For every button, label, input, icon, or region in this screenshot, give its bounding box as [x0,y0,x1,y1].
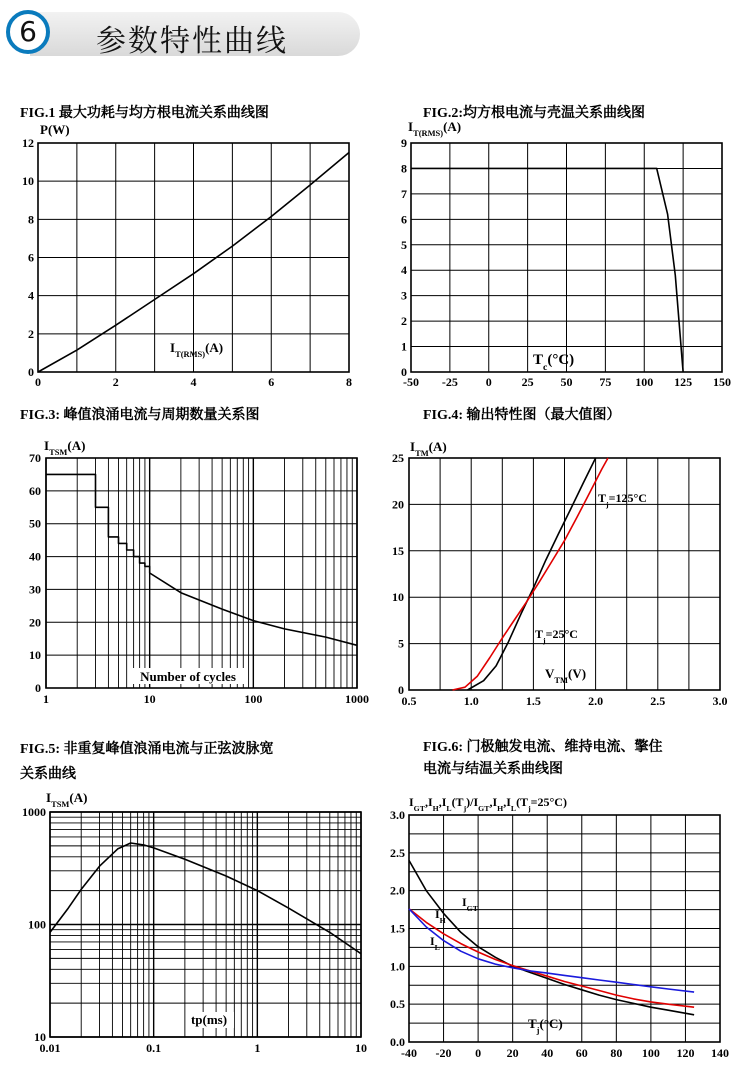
fig2-ytick-8: 8 [401,161,407,176]
fig5-series-0-line [50,843,361,954]
fig3-xlabel: Number of cycles [140,669,236,684]
fig2-xtick-7: 125 [674,375,693,389]
fig6-xtick-8: 120 [676,1046,695,1060]
fig6-ytick-4: 2.0 [390,883,405,898]
fig3-ytick-0: 0 [35,681,41,695]
fig6-xtick-1: -20 [435,1046,452,1060]
fig4-ytick-5: 25 [392,451,404,465]
fig3-series-0-line [46,474,357,645]
fig2-xtick-5: 75 [599,375,612,389]
fig1-xtick-2: 4 [190,375,197,389]
fig3-xtick-3: 1000 [345,692,369,706]
fig4-ytick-4: 20 [392,497,404,512]
fig6-ytick-3: 1.5 [390,921,405,936]
fig4-xtick-2: 1.5 [525,694,541,708]
fig5-ylabel: $I_{TSM}(A)$ [46,790,88,809]
fig1-ytick-5: 10 [22,174,34,189]
fig2-ytick-6: 6 [401,212,407,227]
fig4-annot-25: $T_j=25^\circ C$ [535,627,578,645]
fig3-ytick-1: 10 [29,648,41,663]
fig6-ytick-5: 2.5 [390,845,405,860]
fig2-ytick-1: 1 [401,339,407,354]
fig6-xtick-6: 80 [610,1046,623,1060]
fig2-xtick-4: 50 [560,375,573,389]
fig6-label-igt: $I_{GT}$ [462,895,478,913]
fig2-ytick-0: 0 [401,365,407,379]
fig3-ytick-6: 60 [29,483,41,498]
fig4-xtick-4: 2.5 [650,694,666,708]
fig4-xlabel: $V_{TM}(V)$ [545,666,587,685]
fig5-ytick-2: 1000 [22,805,46,819]
fig4-annot-125: $T_j=125^\circ C$ [598,491,647,509]
fig6-xtick-7: 100 [641,1046,660,1060]
fig3-xtick-2: 100 [244,692,263,706]
fig5-ytick-0: 10 [34,1030,46,1044]
fig6-ylabel: $I_{GT},I_H,I_L(T_j)/I_{GT},I_H,I_L(T_j=25^\circ C)$ [409,795,567,813]
fig6-xtick-9: 140 [711,1046,729,1060]
fig3-ytick-2: 20 [29,615,41,630]
fig5-xtick-2: 1 [254,1041,261,1055]
fig5-xtick-1: 0.1 [146,1041,162,1055]
fig1-xlabel: $I_{T(RMS)}(A)$ [170,340,224,359]
fig6-xtick-0: -40 [401,1046,417,1060]
fig1-ytick-6: 12 [22,136,34,150]
fig1-xtick-0: 0 [35,375,41,389]
fig2-ytick-4: 4 [401,263,407,278]
fig2-xtick-8: 150 [713,375,731,389]
fig4-series-0-line [468,458,596,690]
fig2-ytick-2: 2 [401,314,407,329]
fig3-frame [46,458,357,688]
fig2-ytick-7: 7 [401,186,407,201]
fig2-ylabel: $I_{T(RMS)}(A)$ [408,119,462,138]
fig3-ytick-3: 30 [29,582,41,597]
fig3-ytick-5: 50 [29,516,41,531]
fig6-caption-line1: FIG.6: 门极触发电流、维持电流、擎住 [423,740,663,755]
fig4-ytick-1: 5 [398,636,404,651]
fig2-ytick-5: 5 [401,237,407,252]
fig4-xtick-1: 1.0 [463,694,479,708]
fig5-caption-line1: FIG.5: 非重复峰值浪涌电流与正弦波脉宽 [20,742,274,757]
fig6-ytick-1: 0.5 [390,997,405,1012]
fig1-ytick-1: 2 [28,326,34,341]
fig2-ytick-9: 9 [401,136,407,150]
fig2-xtick-2: 0 [485,375,492,389]
fig4-ylabel: $I_{TM}(A)$ [410,439,447,458]
fig2-xtick-6: 100 [635,375,654,389]
fig3-ytick-7: 70 [29,451,41,465]
fig4-caption: FIG.4: 输出特性图（最大值图） [423,408,621,423]
fig2-xlabel: $T_c(^\circ C)$ [533,352,575,373]
fig1-ytick-4: 8 [28,212,34,227]
fig5-xlabel: tp(ms) [190,1012,228,1027]
fig4-ytick-2: 10 [392,590,404,605]
fig5-xtick-3: 10 [355,1041,367,1055]
fig2-xtick-0: -50 [403,375,419,389]
fig3-xtick-1: 10 [143,692,156,706]
fig1-ytick-2: 4 [28,288,34,303]
section-number-badge: 6 [6,10,50,54]
fig1-xtick-1: 2 [112,375,119,389]
fig1-xtick-3: 6 [268,375,275,389]
fig6-xtick-4: 40 [541,1046,554,1060]
fig4-ytick-3: 15 [392,543,404,558]
fig6-ytick-2: 1.0 [390,959,405,974]
fig4-xtick-5: 3.0 [712,694,728,708]
fig6-caption-line2: 电流与结温关系曲线图 [423,762,563,777]
fig2-caption: FIG.2:均方根电流与壳温关系曲线图 [423,106,646,121]
fig3-ytick-4: 40 [29,549,41,564]
fig1-caption: FIG.1 最大功耗与均方根电流关系曲线图 [20,106,269,121]
fig3-ylabel: $I_{TSM}(A)$ [44,438,86,457]
fig3-caption: FIG.3: 峰值浪涌电流与周期数量关系图 [20,408,260,423]
fig5-xtick-0: 0.01 [39,1041,61,1055]
fig6-xlabel: $T_j(^\circ C)$ [528,1016,563,1035]
fig6-ytick-0: 0.0 [390,1035,405,1049]
fig4-ytick-0: 0 [398,683,404,697]
fig6-xtick-2: 0 [475,1046,482,1060]
section-title: 参数特性曲线 [96,24,288,59]
fig4-xtick-0: 0.5 [401,694,417,708]
fig2-xtick-1: -25 [441,375,458,389]
fig5-ytick-1: 100 [28,917,46,932]
fig6-xtick-3: 20 [506,1046,519,1060]
fig6-xtick-5: 60 [575,1046,588,1060]
fig1-ytick-0: 0 [28,365,34,379]
fig2-ytick-3: 3 [401,288,407,303]
fig4-series-1-line [453,458,609,690]
fig6-ytick-6: 3.0 [390,808,405,822]
fig5-caption-line2: 关系曲线 [20,767,76,782]
fig2-xtick-3: 25 [521,375,534,389]
fig3-xtick-0: 1 [43,692,49,706]
fig1-ytick-3: 6 [28,250,34,265]
fig1-ylabel: P(W) [40,122,70,137]
fig1-xtick-4: 8 [346,375,352,389]
fig6-label-ih: $I_H$ [435,907,446,925]
fig4-xtick-3: 2.0 [588,694,604,708]
fig6-label-il: $I_L$ [430,934,440,952]
